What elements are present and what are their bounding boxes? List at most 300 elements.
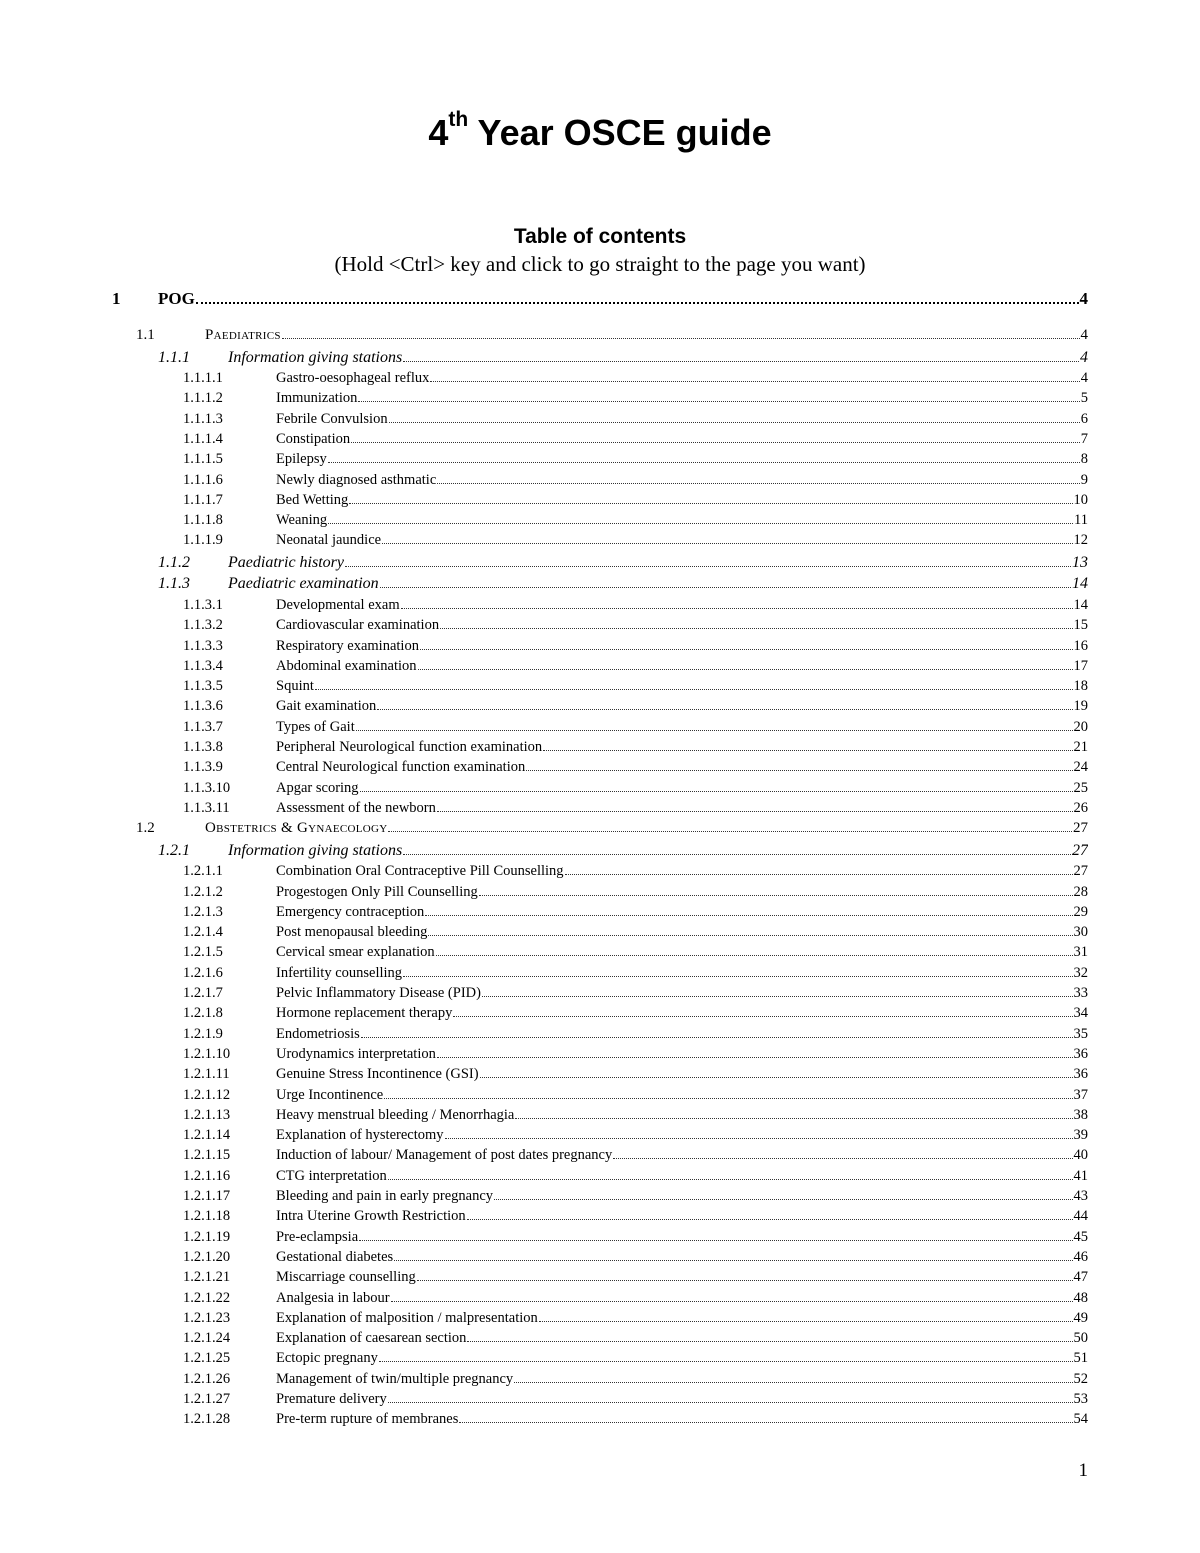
toc-entry-link[interactable] <box>276 411 1088 428</box>
toc-entry-number: 1.2.1.15 <box>183 1147 231 1164</box>
toc-entry-1-2-1-19[interactable] <box>0 1229 1200 1249</box>
dot-leader <box>539 1321 1073 1322</box>
toc-entry-link[interactable] <box>228 349 1088 367</box>
toc-entry-link[interactable] <box>276 780 1088 797</box>
toc-entry-label: Gait examination <box>276 698 377 715</box>
toc-entry-link[interactable] <box>276 904 1088 921</box>
toc-entry-1-1-3-2[interactable] <box>0 617 1200 637</box>
toc-entry-1-2-1[interactable] <box>0 842 1200 862</box>
toc-entry-number: 1.1.1.5 <box>183 451 223 468</box>
toc-entry-link[interactable] <box>276 431 1088 448</box>
toc-entry-label: Miscarriage counselling <box>276 1269 416 1286</box>
toc-entry-link[interactable] <box>276 1188 1088 1205</box>
toc-entry-link[interactable] <box>276 759 1088 776</box>
toc-entry-label: Heavy menstrual bleeding / Menorrhagia <box>276 1106 515 1123</box>
toc-entry-page: 31 <box>1073 944 1088 961</box>
toc-entry-page: 26 <box>1073 799 1088 816</box>
toc-entry-page: 50 <box>1073 1330 1088 1347</box>
toc-entry-link[interactable] <box>276 965 1088 982</box>
toc-entry-page: 46 <box>1073 1248 1088 1265</box>
toc-entry-link[interactable] <box>158 289 1088 309</box>
toc-entry-label: Management of twin/multiple pregnancy <box>276 1370 514 1387</box>
toc-entry-number: 1.1.3.3 <box>183 637 223 654</box>
toc-entry-page: 4 <box>1080 348 1088 366</box>
toc-entry-link[interactable] <box>276 638 1088 655</box>
toc-entry-link[interactable] <box>276 1229 1088 1246</box>
toc-entry-link[interactable] <box>276 1249 1088 1266</box>
toc-entry-page: 13 <box>1072 553 1088 571</box>
toc-entry-link[interactable] <box>276 451 1088 468</box>
toc-entry-link[interactable] <box>276 1046 1088 1063</box>
toc-entry-page: 40 <box>1073 1147 1088 1164</box>
toc-entry-number: 1.2.1.3 <box>183 903 223 920</box>
toc-entry-page: 4 <box>1079 289 1088 308</box>
toc-entry-page: 32 <box>1073 964 1088 981</box>
toc-entry-1-1-1-8[interactable] <box>0 512 1200 532</box>
toc-entry-number: 1.2.1.10 <box>183 1045 231 1062</box>
dot-leader <box>440 628 1072 629</box>
toc-entry-number: 1.1.3.4 <box>183 657 223 674</box>
toc-entry-link[interactable] <box>276 985 1088 1002</box>
toc-entry-link[interactable] <box>276 698 1088 715</box>
dot-leader <box>467 1219 1073 1220</box>
toc-entry-link[interactable] <box>276 1005 1088 1022</box>
toc-entry-1-1-1-9[interactable] <box>0 532 1200 552</box>
toc-entry-number: 1.2.1.9 <box>183 1025 223 1042</box>
toc-entry-link[interactable] <box>276 924 1088 941</box>
toc-entry-number: 1.2.1.7 <box>183 985 223 1001</box>
toc-entry-link[interactable] <box>276 863 1088 880</box>
toc-entry-label: Pre-eclampsia <box>276 1228 359 1245</box>
toc-entry-number: 1.1.1.6 <box>183 471 223 488</box>
toc-entry-label: Newly diagnosed asthmatic <box>276 471 437 488</box>
dot-leader <box>459 1422 1072 1423</box>
toc-entry-1-2-1-8[interactable] <box>0 1005 1200 1025</box>
toc-entry-link[interactable] <box>276 1026 1088 1043</box>
dot-leader <box>379 1361 1073 1362</box>
dot-leader <box>359 1240 1072 1241</box>
toc-entry-link[interactable] <box>276 1371 1088 1388</box>
toc-entry-label: Weaning <box>276 512 328 529</box>
toc-entry-link[interactable] <box>276 1269 1088 1286</box>
toc-entry-number: 1.2.1.5 <box>183 944 223 961</box>
dot-leader <box>403 854 1071 855</box>
toc-entry-1-2-1-3[interactable] <box>0 904 1200 924</box>
dot-leader <box>445 1138 1073 1139</box>
toc-entry-link[interactable] <box>205 820 1088 837</box>
toc-entry-label: Explanation of hysterectomy <box>276 1127 444 1144</box>
toc-entry-number: 1.2.1.4 <box>183 924 223 941</box>
toc-entry-label: Genuine Stress Incontinence (GSI) <box>276 1066 479 1083</box>
toc-entry-1-1-3-11[interactable] <box>0 800 1200 820</box>
dot-leader <box>417 1280 1073 1281</box>
dot-leader <box>430 381 1079 382</box>
toc-entry-number: 1.2.1.13 <box>183 1106 231 1123</box>
toc-entry-label: Obstetrics & Gynaecology <box>205 820 388 837</box>
toc-entry-link[interactable] <box>276 597 1088 614</box>
toc-entry-label: Apgar scoring <box>276 779 359 796</box>
toc-entry-label: Progestogen Only Pill Counselling <box>276 883 478 900</box>
toc-entry-link[interactable] <box>276 1127 1088 1144</box>
toc-entry-page: 21 <box>1073 739 1088 755</box>
dot-leader <box>401 608 1073 609</box>
dot-leader <box>437 1057 1073 1058</box>
toc-entry-link[interactable] <box>276 492 1088 509</box>
toc-entry-label: Intra Uterine Growth Restriction <box>276 1208 466 1225</box>
toc-entry-1-1-3-10[interactable] <box>0 780 1200 800</box>
toc-entry-label: Analgesia in labour <box>276 1289 390 1306</box>
toc-entry-1-1-1-6[interactable] <box>0 472 1200 492</box>
dot-leader <box>377 709 1072 710</box>
toc-entry-1-2-1-1[interactable] <box>0 863 1200 883</box>
dot-leader <box>391 1301 1073 1302</box>
toc-entry-label: Post menopausal bleeding <box>276 924 428 941</box>
dot-leader <box>361 1037 1073 1038</box>
dot-leader <box>437 811 1073 812</box>
toc-entry-1-2[interactable] <box>0 820 1200 840</box>
toc-entry-page: 17 <box>1073 657 1088 674</box>
dot-leader <box>196 302 1079 304</box>
toc-entry-link[interactable] <box>276 944 1088 961</box>
dot-leader <box>360 791 1073 792</box>
title-superscript: th <box>448 108 469 131</box>
toc-entry-label: Bleeding and pain in early pregnancy <box>276 1188 494 1204</box>
toc-entry-1-2-1-12[interactable] <box>0 1087 1200 1107</box>
toc-entry-link[interactable] <box>205 327 1088 344</box>
toc-entry-label: CTG interpretation <box>276 1167 387 1184</box>
toc-entry-label: Developmental exam <box>276 596 400 613</box>
toc-entry-link[interactable] <box>276 1066 1088 1083</box>
toc-entry-label: Respiratory examination <box>276 637 419 654</box>
toc-entry-link[interactable] <box>276 512 1088 529</box>
toc-entry-1-1-3-1[interactable] <box>0 597 1200 617</box>
toc-entry-label: Cervical smear explanation <box>276 944 435 961</box>
toc-entry-link[interactable] <box>276 719 1088 736</box>
dot-leader <box>358 401 1079 402</box>
toc-entry-label: Pelvic Inflammatory Disease (PID) <box>276 985 481 1001</box>
toc-entry-1-1-3-3[interactable] <box>0 638 1200 658</box>
toc-entry-link[interactable] <box>276 800 1088 817</box>
toc-entry-page: 20 <box>1073 718 1088 735</box>
toc-entry-page: 6 <box>1080 410 1088 427</box>
toc-entry-label: Urodynamics interpretation <box>276 1045 436 1062</box>
toc-entry-number: 1.1.1.2 <box>183 390 223 407</box>
toc-entry-number: 1.2 <box>136 820 155 837</box>
toc-entry-page: 35 <box>1073 1025 1088 1042</box>
toc-entry-1-1-1-7[interactable] <box>0 492 1200 512</box>
toc-entry-number: 1.1.3.5 <box>183 678 223 695</box>
toc-entry-page: 37 <box>1073 1086 1088 1103</box>
toc-heading: Table of contents <box>513 225 687 248</box>
dot-leader <box>349 503 1072 504</box>
dot-leader <box>351 442 1080 443</box>
toc-entry-page: 34 <box>1073 1005 1088 1022</box>
toc-entry-label: Central Neurological function examination <box>276 759 526 776</box>
toc-entry-number: 1.1.3.6 <box>183 698 223 715</box>
toc-entry-1-2-1-14[interactable] <box>0 1127 1200 1147</box>
toc-entry-link[interactable] <box>276 390 1088 407</box>
toc-entry-link[interactable] <box>276 1330 1088 1347</box>
toc-entry-number: 1.2.1.18 <box>183 1208 231 1225</box>
toc-entry-page: 29 <box>1073 903 1088 920</box>
toc-entry-label: Epilepsy <box>276 451 327 468</box>
toc-entry-page: 14 <box>1072 575 1088 593</box>
dot-leader <box>345 566 1071 567</box>
toc-entry-1-1-2[interactable] <box>0 554 1200 574</box>
toc-entry-page: 8 <box>1080 451 1088 468</box>
toc-entry-link[interactable] <box>276 1107 1088 1124</box>
toc-entry-number: 1.2.1.17 <box>183 1188 231 1204</box>
toc-entry-link[interactable] <box>276 1208 1088 1225</box>
toc-entry-number: 1.2.1.12 <box>183 1086 231 1103</box>
toc-entry-label: Hormone replacement therapy <box>276 1005 453 1022</box>
toc-entry-label: Febrile Convulsion <box>276 410 388 427</box>
toc-entry-page: 27 <box>1073 820 1088 837</box>
dot-leader <box>403 976 1072 977</box>
toc-entry-1-1-1-2[interactable] <box>0 390 1200 410</box>
toc-entry-1-1-3-8[interactable] <box>0 739 1200 759</box>
toc-entry-page: 18 <box>1073 678 1088 695</box>
toc-entry-number: 1.2.1.21 <box>183 1269 231 1286</box>
toc-entry-label: Paediatric examination <box>228 575 379 593</box>
toc-entry-page: 49 <box>1073 1309 1088 1326</box>
toc-entry-number: 1.1.2 <box>158 553 190 571</box>
dot-leader <box>436 955 1073 956</box>
toc-entry-label: Immunization <box>276 390 358 407</box>
dot-leader <box>388 1402 1073 1403</box>
dot-leader <box>382 543 1072 544</box>
toc-entry-1-1-3-4[interactable] <box>0 658 1200 678</box>
toc-entry-page: 47 <box>1073 1269 1088 1286</box>
toc-entry-link[interactable] <box>276 1411 1088 1428</box>
toc-entry-1-2-1-10[interactable] <box>0 1046 1200 1066</box>
toc-entry-1-2-1-21[interactable] <box>0 1269 1200 1289</box>
toc-entry-label: POG <box>158 289 195 308</box>
toc-entry-label: Explanation of malposition / malpresentation <box>276 1309 538 1326</box>
dot-leader <box>403 361 1079 362</box>
toc-entry-number: 1.2.1.23 <box>183 1309 231 1326</box>
toc-entry-link[interactable] <box>276 1310 1088 1327</box>
toc-entry-label: Urge Incontinence <box>276 1086 384 1103</box>
toc-entry-number: 1.2.1.24 <box>183 1330 231 1347</box>
toc-entry-label: Squint <box>276 678 314 695</box>
dot-leader <box>514 1382 1072 1383</box>
toc-entry-1-2-1-4[interactable] <box>0 924 1200 944</box>
toc-entry-number: 1.2.1.25 <box>183 1350 231 1367</box>
toc-entry-label: Types of Gait <box>276 718 355 735</box>
toc-entry-number: 1.1.3.8 <box>183 739 223 755</box>
toc-entry-1-2-1-13[interactable] <box>0 1107 1200 1127</box>
toc-entry-page: 36 <box>1073 1066 1088 1083</box>
toc-entry-page: 28 <box>1073 883 1088 900</box>
toc-entry-page: 12 <box>1073 532 1088 549</box>
dot-leader <box>328 462 1080 463</box>
dot-leader <box>437 483 1079 484</box>
toc-entry-link[interactable] <box>276 370 1088 387</box>
dot-leader <box>389 422 1080 423</box>
dot-leader <box>613 1158 1072 1159</box>
toc-entry-1-1-3[interactable] <box>0 575 1200 595</box>
toc-entry-1-2-1-25[interactable] <box>0 1350 1200 1370</box>
toc-entry-number: 1.2.1 <box>158 841 190 859</box>
toc-entry-1-1-3-9[interactable] <box>0 759 1200 779</box>
toc-entry-page: 48 <box>1073 1289 1088 1306</box>
toc-entry-number: 1.2.1.28 <box>183 1411 231 1428</box>
toc-entry-page: 14 <box>1073 596 1088 613</box>
toc-entry-link[interactable] <box>228 842 1088 860</box>
dot-leader <box>515 1118 1072 1119</box>
toc-entry-number: 1.1.1.8 <box>183 512 223 529</box>
toc-entry-1-1-1[interactable] <box>0 349 1200 369</box>
toc-entry-page: 27 <box>1073 863 1088 880</box>
toc-entry-page: 4 <box>1080 370 1088 386</box>
toc-entry-1-2-1-20[interactable] <box>0 1249 1200 1269</box>
dot-leader <box>388 1179 1073 1180</box>
toc-entry-label: Peripheral Neurological function examination <box>276 739 543 755</box>
toc-entry-link[interactable] <box>276 1391 1088 1408</box>
toc-entry-1-2-1-26[interactable] <box>0 1371 1200 1391</box>
toc-entry-label: Ectopic pregnany <box>276 1350 378 1367</box>
toc-entry-number: 1.2.1.16 <box>183 1167 231 1184</box>
toc-entry-page: 4 <box>1080 327 1088 343</box>
toc-entry-label: Information giving stations <box>228 841 403 859</box>
toc-entry-1-2-1-23[interactable] <box>0 1310 1200 1330</box>
toc-entry-number: 1.1.3 <box>158 575 190 593</box>
toc-entry-number: 1.1.3.9 <box>183 759 223 776</box>
toc-entry-1-2-1-9[interactable] <box>0 1026 1200 1046</box>
dot-leader <box>428 935 1072 936</box>
toc-entry-number: 1 <box>112 289 121 308</box>
toc-subtitle: (Hold <Ctrl> key and click to go straight to the page you want) <box>334 252 866 276</box>
toc-entry-page: 39 <box>1073 1127 1088 1144</box>
toc-entry-link[interactable] <box>228 554 1088 572</box>
toc-entry-1-2-1-5[interactable] <box>0 944 1200 964</box>
toc-entry-label: Gestational diabetes <box>276 1248 394 1265</box>
document-title <box>0 108 1200 154</box>
toc-entry-number: 1.1.1.3 <box>183 410 223 427</box>
toc-entry-link[interactable] <box>276 658 1088 675</box>
toc-entry-1-2-1-17[interactable] <box>0 1188 1200 1208</box>
page-number: 1 <box>1078 1460 1088 1481</box>
toc-entry-number: 1.2.1.22 <box>183 1289 231 1306</box>
toc-entry-page: 41 <box>1073 1167 1088 1184</box>
toc-entry-link[interactable] <box>276 1087 1088 1104</box>
toc-entry-label: Pre-term rupture of membranes <box>276 1411 459 1428</box>
toc-entry-number: 1.1.1.7 <box>183 491 223 508</box>
toc-entry-link[interactable] <box>276 472 1088 489</box>
toc-entry-1-1-1-4[interactable] <box>0 431 1200 451</box>
toc-entry-number: 1.1 <box>136 327 155 343</box>
toc-entry-page: 7 <box>1080 430 1088 447</box>
toc-entry-link[interactable] <box>228 575 1088 593</box>
toc-entry-link[interactable] <box>276 739 1088 756</box>
toc-entry-page: 43 <box>1073 1188 1088 1204</box>
dot-leader <box>380 587 1071 588</box>
toc-entry-page: 30 <box>1073 924 1088 941</box>
toc-entry-1-1[interactable] <box>0 327 1200 347</box>
toc-entry-label: Endometriosis <box>276 1025 360 1042</box>
toc-entry-page: 10 <box>1073 491 1088 508</box>
toc-entry-number: 1.1.3.11 <box>183 799 230 816</box>
toc-entry-number: 1.2.1.11 <box>183 1066 230 1083</box>
toc-entry-link[interactable] <box>276 617 1088 634</box>
toc-entry-1-2-1-15[interactable] <box>0 1147 1200 1167</box>
title-rest: Year OSCE guide <box>468 112 772 153</box>
toc-entry-number: 1.1.3.10 <box>183 779 231 796</box>
toc-entry-label: Abdominal examination <box>276 657 417 674</box>
toc-entry-1-1-1-3[interactable] <box>0 411 1200 431</box>
toc-entry-page: 15 <box>1073 617 1088 634</box>
toc-entry-link[interactable] <box>276 1290 1088 1307</box>
toc-entry-page: 19 <box>1073 698 1088 715</box>
toc-entry-link[interactable] <box>276 678 1088 695</box>
toc-entry-label: Neonatal jaundice <box>276 532 382 549</box>
toc-entry-1-2-1-2[interactable] <box>0 884 1200 904</box>
toc-entry-1-1-3-7[interactable] <box>0 719 1200 739</box>
toc-entry-link[interactable] <box>276 532 1088 549</box>
toc-entry-number: 1.1.1.9 <box>183 532 223 549</box>
toc-entry-link[interactable] <box>276 1147 1088 1164</box>
toc-entry-1-2-1-27[interactable] <box>0 1391 1200 1411</box>
dot-leader <box>467 1341 1072 1342</box>
toc-entry-1-1-1-1[interactable] <box>0 370 1200 390</box>
dot-leader <box>425 915 1072 916</box>
toc-entry-link[interactable] <box>276 1350 1088 1367</box>
toc-entry-1-2-1-7[interactable] <box>0 985 1200 1005</box>
toc-entry-1-2-1-28[interactable] <box>0 1411 1200 1431</box>
toc-entry-number: 1.1.1.1 <box>183 370 223 386</box>
toc-entry-label: Premature delivery <box>276 1391 387 1407</box>
toc-entry-page: 24 <box>1073 759 1088 776</box>
toc-entry-page: 25 <box>1073 779 1088 796</box>
toc-entry-page: 27 <box>1072 841 1088 859</box>
toc-entry-number: 1.1.3.1 <box>183 596 223 613</box>
toc-entry-number: 1.2.1.19 <box>183 1228 231 1245</box>
toc-entry-label: Emergency contraception <box>276 903 425 920</box>
toc-entry-page: 38 <box>1073 1106 1088 1123</box>
toc-entry-number: 1.2.1.26 <box>183 1370 231 1387</box>
toc-entry-1[interactable] <box>0 289 1200 309</box>
toc-entry-1-1-3-5[interactable] <box>0 678 1200 698</box>
toc-entry-page: 54 <box>1073 1411 1088 1428</box>
toc-entry-1-2-1-16[interactable] <box>0 1168 1200 1188</box>
toc-entry-1-2-1-11[interactable] <box>0 1066 1200 1086</box>
toc-entry-1-1-3-6[interactable] <box>0 698 1200 718</box>
dot-leader <box>394 1260 1072 1261</box>
toc-entry-1-2-1-18[interactable] <box>0 1208 1200 1228</box>
toc-entry-1-2-1-24[interactable] <box>0 1330 1200 1350</box>
toc-entry-1-2-1-6[interactable] <box>0 965 1200 985</box>
dot-leader <box>453 1016 1072 1017</box>
toc-entry-link[interactable] <box>276 884 1088 901</box>
dot-leader <box>526 770 1072 771</box>
toc-entry-label: Paediatrics <box>205 327 281 343</box>
toc-entry-number: 1.2.1.27 <box>183 1391 231 1407</box>
toc-entry-link[interactable] <box>276 1168 1088 1185</box>
toc-entry-1-2-1-22[interactable] <box>0 1290 1200 1310</box>
toc-entry-1-1-1-5[interactable] <box>0 451 1200 471</box>
toc-entry-label: Cardiovascular examination <box>276 617 440 634</box>
dot-leader <box>282 338 1080 339</box>
toc-entry-number: 1.2.1.1 <box>183 863 223 880</box>
dot-leader <box>480 1077 1073 1078</box>
toc-entry-label: Assessment of the newborn <box>276 799 436 816</box>
toc-entry-label: Combination Oral Contraceptive Pill Counselling <box>276 863 564 880</box>
toc-entry-number: 1.2.1.8 <box>183 1005 223 1022</box>
toc-entry-label: Explanation of caesarean section <box>276 1330 467 1347</box>
toc-entry-page: 52 <box>1073 1370 1088 1387</box>
dot-leader <box>384 1098 1072 1099</box>
